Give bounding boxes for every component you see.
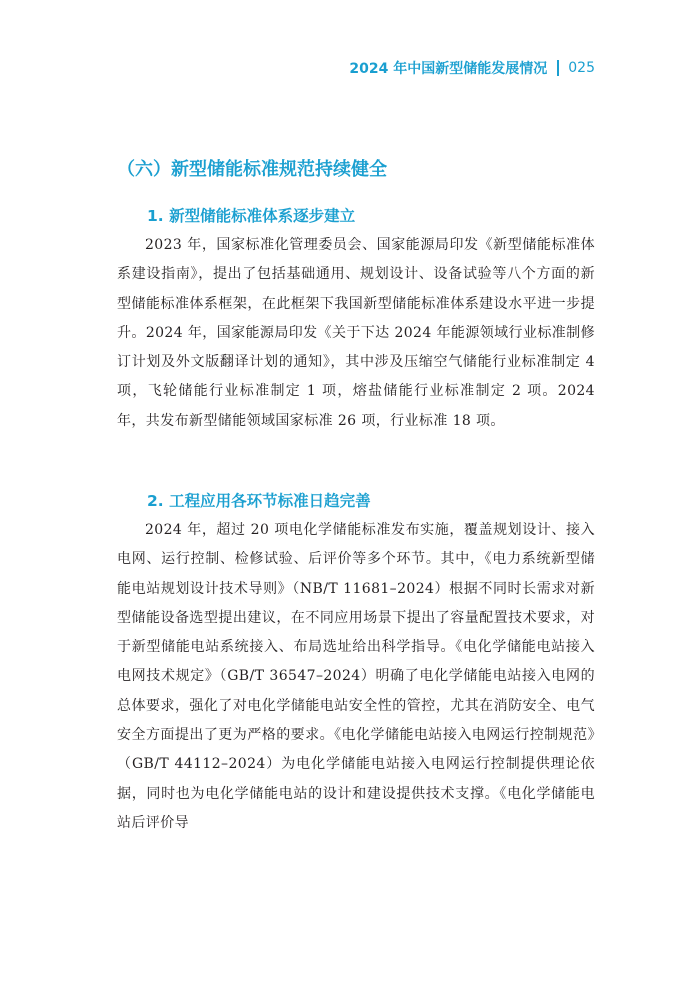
subsection-heading-1: 1. 新型储能标准体系逐步建立 [147, 207, 356, 225]
section-title: （六）新型储能标准规范持续健全 [117, 159, 387, 180]
running-header [349, 58, 595, 78]
body-paragraph-2: 2024 年，超过 20 项电化学储能标准发布实施，覆盖规划设计、接入电网、运行控制、检修试验、后评价等多个环节。其中，《电力系统新型储能电站规划设计技术导则》（NB/T 11681–2024）根据不同时长需求对新型储能设备选型提出建议，在不同应用场景下提出了容量配置技术要求，对于新型储能电站系统接入、布局选址给出科学指导。《电化学储能电站接入电网技术规定》（GB/T 36547–2024）明确了电化学储能电站接入电网的总体要求，强化了对电化学储能电站安全性的管控，尤其在消防安全、电气安全方面提出了更为严格的要求。《电化学储能电站接入电网运行控制规范》（GB/T 44112–2024）为电化学储能电站接入电网运行控制提供理论依据，同时也为电化学储能电站的设计和建设提供技术支撑。《电化学储能电站后评价导 [117, 522, 595, 831]
header-divider [557, 60, 559, 76]
body-paragraph-1: 2023 年，国家标准化管理委员会、国家能源局印发《新型储能标准体系建设指南》，提出了包括基础通用、规划设计、设备试验等八个方面的新型储能标准体系框架，在此框架下我国新型储能标准体系建设水平进一步提升。2024 年，国家能源局印发《关于下达 2024 年能源领域行业标准制修订计划及外文版翻译计划的通知》，其中涉及压缩空气储能行业标准制定 4 项，飞轮储能行业标准制定 1 项，熔盐储能行业标准制定 2 项。2024 年，共发布新型储能领域国家标准 26 项，行业标准 18 项。 [117, 237, 595, 429]
page-number: 025 [568, 60, 595, 76]
running-title: 2024 年中国新型储能发展情况 [349, 61, 548, 77]
subsection-heading-2: 2. 工程应用各环节标准日趋完善 [147, 492, 371, 510]
